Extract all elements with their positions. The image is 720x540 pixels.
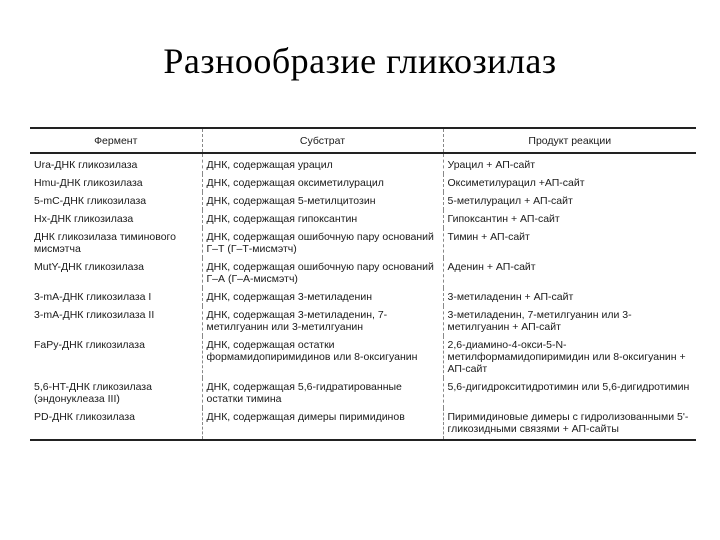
- cell-product: Оксиметилурацил +АП-сайт: [447, 177, 585, 189]
- cell-substrate: ДНК, содержащая 5,6-гидратированные остатки тимина: [202, 378, 443, 408]
- cell-product: Тимин + АП-сайт: [447, 231, 530, 243]
- table-row: [30, 408, 696, 440]
- cell-enzyme: MutY-ДНК гликозилаза: [30, 258, 202, 288]
- cell-product: 2,6-диамино-4-окси-5-N-метилформамидопиримидин или 8-оксигуанин + АП-сайт: [447, 339, 686, 375]
- cell-product: 5,6-дигидрокситидротимин или 5,6-дигидротимин: [447, 381, 690, 393]
- cell-substrate: ДНК, содержащая димеры пиримидинов: [202, 408, 443, 440]
- table-row: [30, 336, 696, 378]
- table-row: [30, 228, 696, 258]
- cell-product: 5-метилурацил + АП-сайт: [447, 195, 573, 207]
- cell-substrate: ДНК, содержащая ошибочную пару оснований Г–Т (Г–Т-мисмэтч): [202, 228, 443, 258]
- table-row: [30, 306, 696, 336]
- cell-substrate: ДНК, содержащая гипоксантин: [202, 210, 443, 228]
- cell-product: Гипоксантин + АП-сайт: [447, 213, 560, 225]
- slide-title: Разнообразие гликозилаз: [163, 41, 557, 81]
- cell-product: 3-метиладенин, 7-метилгуанин или 3-метилгуанин + АП-сайт: [447, 309, 632, 333]
- cell-enzyme: 5,6-HT-ДНК гликозилаза (эндонуклеаза III): [30, 378, 202, 408]
- table-row: [30, 258, 696, 288]
- cell-enzyme: Ura-ДНК гликозилаза: [30, 153, 202, 174]
- cell-enzyme: 3-mA-ДНК гликозилаза II: [30, 306, 202, 336]
- glycosylase-table-container: [30, 127, 696, 441]
- cell-substrate: ДНК, содержащая урацил: [202, 153, 443, 174]
- cell-enzyme: Hmu-ДНК гликозилаза: [30, 174, 202, 192]
- table-row: [30, 210, 696, 228]
- header-product: Продукт реакции: [443, 128, 696, 153]
- cell-enzyme: Hx-ДНК гликозилаза: [30, 210, 202, 228]
- cell-substrate: ДНК, содержащая ошибочную пару оснований Г–А (Г–А-мисмэтч): [202, 258, 443, 288]
- glycosylase-table: [30, 127, 696, 441]
- cell-substrate: ДНК, содержащая 5-метилцитозин: [202, 192, 443, 210]
- header-enzyme: Фермент: [30, 128, 202, 153]
- cell-substrate: ДНК, содержащая 3-метиладенин: [202, 288, 443, 306]
- cell-product: Урацил + АП-сайт: [447, 159, 536, 171]
- cell-enzyme: 3-mA-ДНК гликозилаза I: [30, 288, 202, 306]
- cell-substrate: ДНК, содержащая остатки формамидопиримидинов или 8-оксигуанин: [202, 336, 443, 378]
- table-row: [30, 174, 696, 192]
- cell-enzyme: FaPy-ДНК гликозилаза: [30, 336, 202, 378]
- table-header-row: [30, 128, 696, 153]
- table-row: [30, 192, 696, 210]
- cell-product: Пиримидиновые димеры с гидролизованными 5'-гликозидными связями + АП-сайты: [443, 408, 696, 440]
- cell-enzyme: ДНК гликозилаза тиминового мисмэтча: [30, 228, 202, 258]
- table-row: [30, 153, 696, 174]
- table-row: [30, 378, 696, 408]
- cell-substrate: ДНК, содержащая 3-метиладенин, 7-метилгуанин или 3-метилгуанин: [202, 306, 443, 336]
- cell-product: Аденин + АП-сайт: [447, 261, 536, 273]
- cell-product: 3-метиладенин + АП-сайт: [447, 291, 574, 303]
- cell-enzyme: 5-mC-ДНК гликозилаза: [30, 192, 202, 210]
- table-row: [30, 288, 696, 306]
- cell-enzyme: PD-ДНК гликозилаза: [30, 408, 202, 440]
- header-substrate: Субстрат: [202, 128, 443, 153]
- cell-substrate: ДНК, содержащая оксиметилурацил: [202, 174, 443, 192]
